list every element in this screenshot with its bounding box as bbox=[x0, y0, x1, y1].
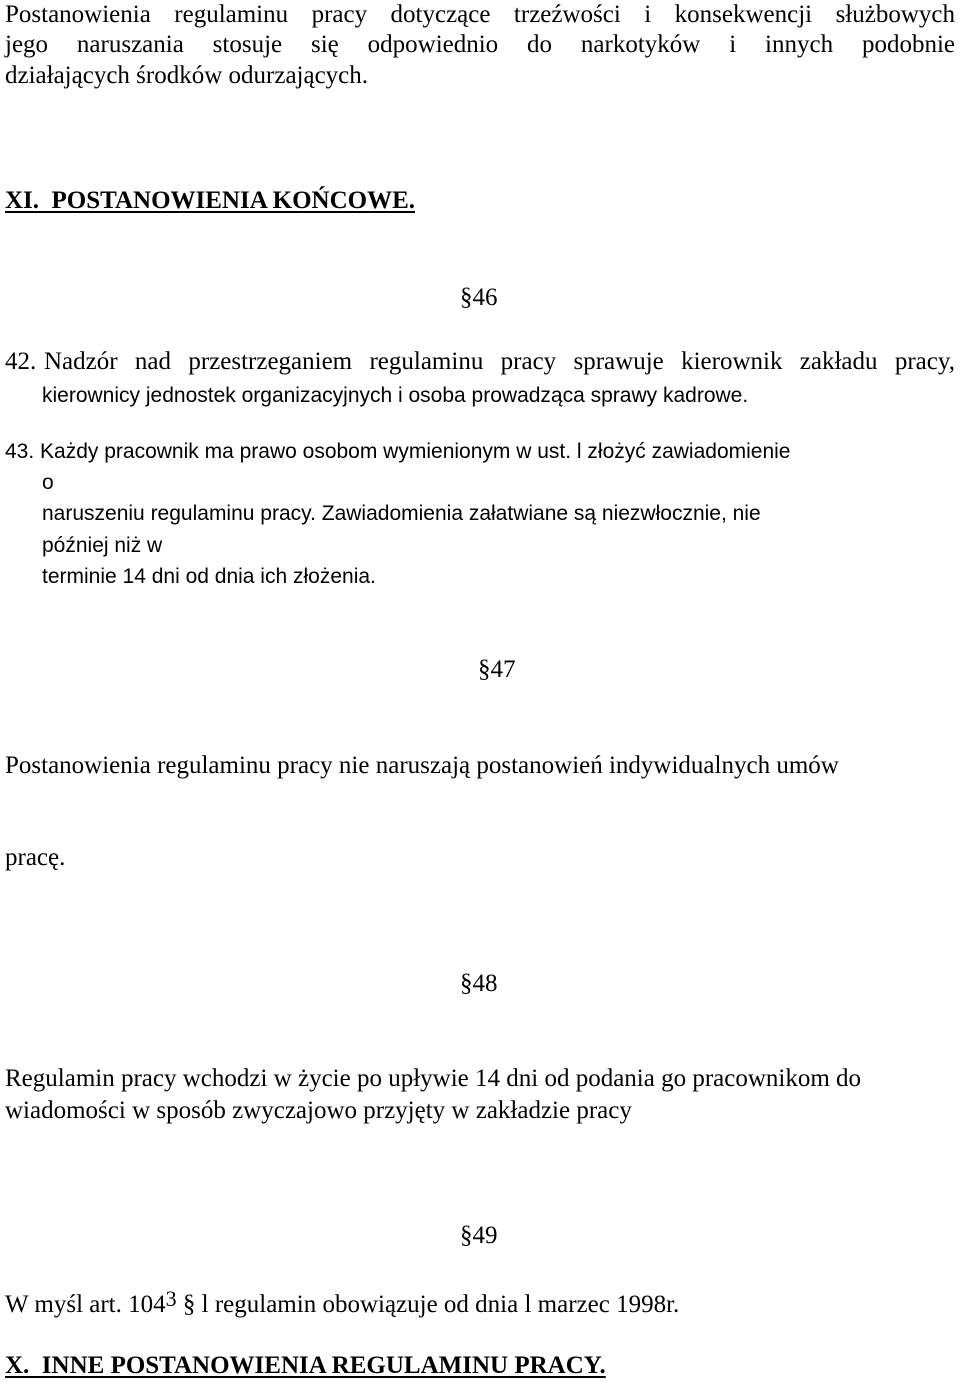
section-x-heading: X. INNE POSTANOWIENIA REGULAMINU PRACY. bbox=[5, 1352, 606, 1379]
section-xi-heading: XI. POSTANOWIENIA KOŃCOWE. bbox=[5, 187, 416, 214]
item-43-line-1: 43. Każdy pracownik ma prawo osobom wymienionym w ust. l złożyć zawiadomienie bbox=[5, 440, 791, 463]
paragraph-49-text-a: W myśl art. 104 bbox=[5, 1291, 166, 1318]
paragraph-47-line-2: pracę. bbox=[5, 844, 66, 871]
item-43-line-5: terminie 14 dni od dnia ich złożenia. bbox=[42, 565, 376, 588]
item-43-line-2: o bbox=[42, 471, 54, 494]
item-42-line-2: kierownicy jednostek organizacyjnych i osoba prowadząca sprawy kadrowe. bbox=[42, 384, 749, 407]
paragraph-46-sign: §46 bbox=[460, 284, 498, 311]
paragraph-47-sign: §47 bbox=[478, 656, 516, 683]
intro-line-1: Postanowienia regulaminu pracy dotyczące trzeźwości i konsekwencji służbowych bbox=[5, 1, 955, 28]
item-42-line-1: Nadzór nad przestrzeganiem regulaminu pracy sprawuje kierownik zakładu pracy, bbox=[44, 348, 955, 375]
item-43-line-3: naruszeniu regulaminu pracy. Zawiadomienia załatwiane są niezwłocznie, nie bbox=[42, 502, 761, 525]
paragraph-48-sign: §48 bbox=[460, 970, 498, 997]
paragraph-49-text bbox=[5, 1286, 680, 1320]
intro-line-2: jego naruszania stosuje się odpowiednio do narkotyków i innych podobnie bbox=[5, 31, 955, 58]
article-superscript: 3 bbox=[165, 1286, 177, 1311]
paragraph-47-line-1: Postanowienia regulaminu pracy nie naruszają postanowień indywidualnych umów bbox=[5, 752, 839, 779]
item-42-number: 42. bbox=[5, 348, 37, 375]
paragraph-48-line-1: Regulamin pracy wchodzi w życie po upływie 14 dni od podania go pracownikom do bbox=[5, 1065, 862, 1092]
item-43-line-4: później niż w bbox=[42, 534, 163, 557]
intro-line-3: działających środków odurzających. bbox=[5, 62, 369, 89]
paragraph-49-text-b: § l regulamin obowiązuje od dnia l marzec 1998r. bbox=[176, 1291, 680, 1318]
paragraph-49-sign: §49 bbox=[460, 1222, 498, 1249]
paragraph-48-line-2: wiadomości w sposób zwyczajowo przyjęty w zakładzie pracy bbox=[5, 1097, 632, 1124]
